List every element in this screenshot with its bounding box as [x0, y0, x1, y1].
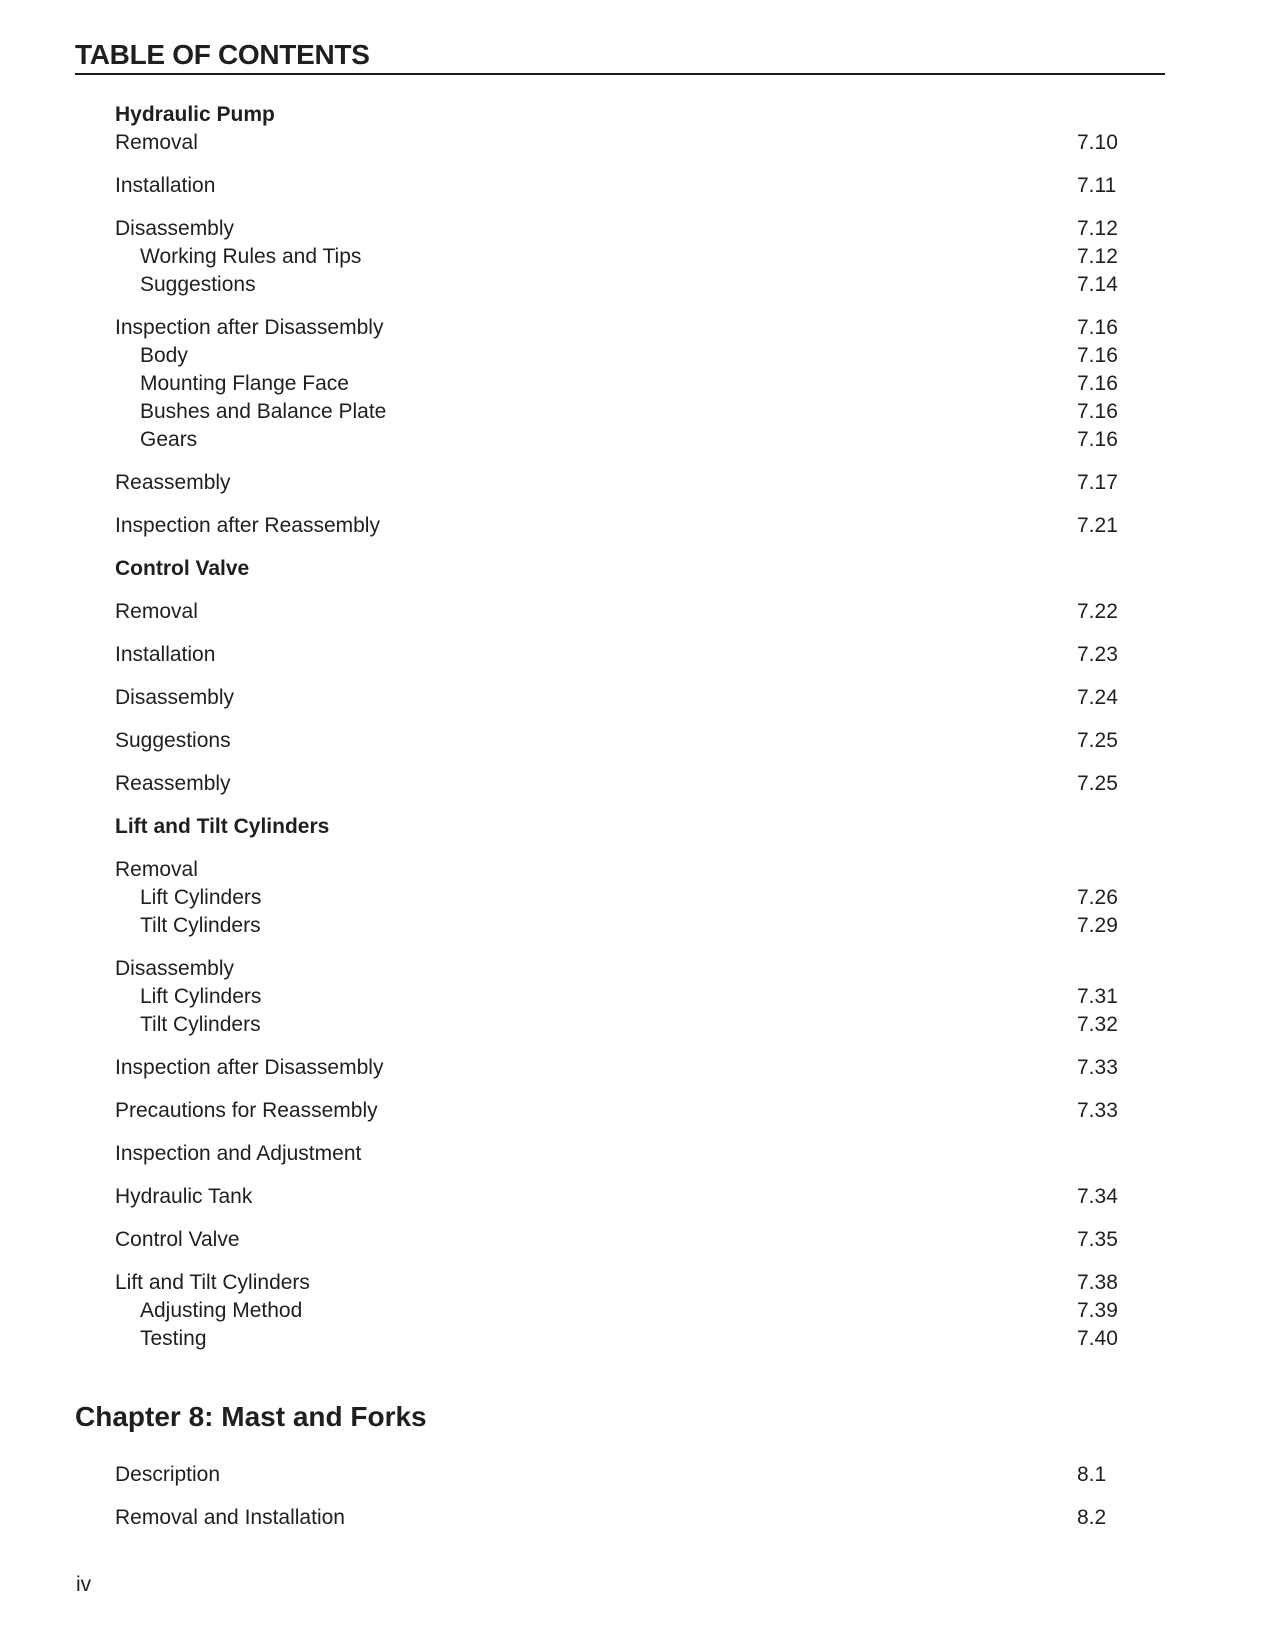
toc-subentry[interactable]	[140, 243, 1135, 271]
toc-entry-label: Installation	[115, 174, 216, 197]
toc-entry[interactable]	[115, 215, 1135, 243]
toc-entry[interactable]	[115, 314, 1135, 342]
toc-entry-page: 7.16	[1077, 400, 1118, 423]
toc-entry-label: Removal	[115, 131, 198, 154]
toc-entry-label: Precautions for Reassembly	[115, 1099, 378, 1122]
toc-subentry[interactable]	[140, 370, 1135, 398]
toc-entry[interactable]	[115, 1269, 1135, 1297]
toc-subentry[interactable]	[140, 1297, 1135, 1325]
dot-leader	[314, 1269, 1063, 1297]
toc-entry[interactable]	[115, 129, 1135, 157]
toc-entry-page: 7.21	[1077, 514, 1118, 537]
toc-entry-label: Inspection after Disassembly	[115, 1056, 384, 1079]
toc-entry-label: Description	[115, 1463, 221, 1486]
dot-leader	[202, 598, 1063, 626]
toc-entry-page: 7.29	[1077, 914, 1118, 937]
toc-entry-label: Removal	[115, 858, 198, 881]
toc-entry-label: Lift and Tilt Cylinders	[115, 1271, 310, 1294]
dot-leader	[353, 370, 1063, 398]
toc-entry-page: 7.24	[1077, 686, 1118, 709]
dot-leader	[265, 884, 1063, 912]
toc-entry-page: 7.16	[1077, 428, 1118, 451]
toc-entry-label: Tilt Cylinders	[140, 1013, 261, 1036]
dot-leader	[382, 1097, 1063, 1125]
toc-entry[interactable]	[115, 1097, 1135, 1125]
toc-entry-page: 7.12	[1077, 245, 1118, 268]
toc-group-label	[115, 955, 1135, 983]
toc-entry-page: 7.16	[1077, 344, 1118, 367]
dot-leader	[202, 129, 1063, 157]
dot-leader	[219, 641, 1063, 669]
toc-group-label	[115, 856, 1135, 884]
toc-entry-label: Reassembly	[115, 471, 231, 494]
toc-entry-label: Control Valve	[115, 1228, 240, 1251]
toc-entry[interactable]	[115, 1504, 1135, 1532]
toc-entry-label: Inspection after Reassembly	[115, 514, 380, 537]
page-title: TABLE OF CONTENTS	[75, 40, 1165, 75]
toc-entry[interactable]	[115, 727, 1135, 755]
toc-entry-page: 7.33	[1077, 1056, 1118, 1079]
toc-entry-label: Hydraulic Tank	[115, 1185, 253, 1208]
toc-entry-label: Reassembly	[115, 772, 231, 795]
toc-entry-page: 7.11	[1077, 174, 1117, 197]
toc-entry-label: Lift Cylinders	[140, 985, 262, 1008]
toc-entry-page: 8.1	[1077, 1463, 1107, 1486]
section-heading-control-valve: Control Valve	[115, 557, 250, 580]
dot-leader	[387, 1054, 1063, 1082]
toc-entry-page: 7.17	[1077, 471, 1118, 494]
dot-leader	[365, 243, 1063, 271]
toc-entry-label: Installation	[115, 643, 216, 666]
section-heading-lift-tilt-cylinders: Lift and Tilt Cylinders	[115, 815, 330, 838]
toc-entry-page: 7.16	[1077, 372, 1118, 395]
toc-entry-label: Testing	[140, 1327, 207, 1350]
dot-leader	[244, 1226, 1063, 1254]
toc-entry-label: Lift Cylinders	[140, 886, 262, 909]
toc-entry[interactable]	[115, 469, 1135, 497]
dot-leader	[265, 912, 1063, 940]
toc-entry[interactable]	[115, 770, 1135, 798]
page-number: iv	[76, 1573, 92, 1596]
toc-subentry[interactable]	[140, 426, 1135, 454]
toc-entry[interactable]	[115, 1461, 1135, 1489]
dot-leader	[238, 215, 1063, 243]
toc-entry-page: 7.12	[1077, 217, 1118, 240]
toc-entry-page: 7.33	[1077, 1099, 1118, 1122]
dot-leader	[201, 426, 1063, 454]
toc-subentry[interactable]	[140, 271, 1135, 299]
toc-subentry[interactable]	[140, 912, 1135, 940]
dot-leader	[235, 727, 1063, 755]
dot-leader	[235, 770, 1063, 798]
toc-entry-page: 7.26	[1077, 886, 1118, 909]
toc-entry[interactable]	[115, 641, 1135, 669]
toc-entry[interactable]	[115, 1054, 1135, 1082]
toc-entry[interactable]	[115, 1183, 1135, 1211]
toc-entry-label: Body	[140, 344, 188, 367]
toc-entry-page: 7.34	[1077, 1185, 1118, 1208]
toc-entry-page: 7.38	[1077, 1271, 1118, 1294]
toc-entry[interactable]	[115, 512, 1135, 540]
section-heading-hydraulic-pump: Hydraulic Pump	[115, 103, 275, 126]
dot-leader	[260, 271, 1063, 299]
toc-entry[interactable]	[115, 172, 1135, 200]
toc-entry-page: 7.10	[1077, 131, 1118, 154]
dot-leader	[238, 684, 1063, 712]
toc-entry-label: Disassembly	[115, 957, 235, 980]
toc-entry-label: Inspection and Adjustment	[115, 1142, 362, 1165]
toc-entry-page: 7.16	[1077, 316, 1118, 339]
toc-entry-page: 7.31	[1077, 985, 1118, 1008]
toc-entry-label: Inspection after Disassembly	[115, 316, 384, 339]
toc-subentry[interactable]	[140, 1011, 1135, 1039]
toc-entry-page: 7.32	[1077, 1013, 1118, 1036]
dot-leader	[384, 512, 1063, 540]
toc-entry-page: 7.25	[1077, 729, 1118, 752]
dot-leader	[219, 172, 1063, 200]
dot-leader	[235, 469, 1063, 497]
toc-entry-label: Disassembly	[115, 686, 235, 709]
dot-leader	[224, 1461, 1063, 1489]
toc-entry[interactable]	[115, 684, 1135, 712]
toc-entry-label: Bushes and Balance Plate	[140, 400, 387, 423]
toc-entry-label: Removal and Installation	[115, 1506, 345, 1529]
toc-entry-page: 7.35	[1077, 1228, 1118, 1251]
dot-leader	[349, 1504, 1063, 1532]
toc-entry-label: Mounting Flange Face	[140, 372, 349, 395]
toc-entry[interactable]	[115, 1226, 1135, 1254]
toc-subentry[interactable]	[140, 398, 1135, 426]
toc-subentry[interactable]	[140, 983, 1135, 1011]
toc-entry-label: Gears	[140, 428, 198, 451]
toc-entry[interactable]	[115, 598, 1135, 626]
toc-entry-label: Suggestions	[140, 273, 256, 296]
dot-leader	[192, 342, 1063, 370]
toc-entry-page: 8.2	[1077, 1506, 1107, 1529]
dot-leader	[265, 1011, 1063, 1039]
toc-entry-label: Suggestions	[115, 729, 231, 752]
toc-entry-label: Working Rules and Tips	[140, 245, 362, 268]
toc-subentry[interactable]	[140, 1325, 1135, 1353]
toc-group-label	[115, 1140, 1135, 1168]
toc-entry-label: Adjusting Method	[140, 1299, 303, 1322]
toc-entry-label: Disassembly	[115, 217, 235, 240]
dot-leader	[387, 314, 1063, 342]
dot-leader	[306, 1297, 1063, 1325]
dot-leader	[265, 983, 1063, 1011]
toc-entry-page: 7.39	[1077, 1299, 1118, 1322]
chapter-heading: Chapter 8: Mast and Forks	[75, 1401, 427, 1432]
toc-subentry[interactable]	[140, 884, 1135, 912]
toc-entry-page: 7.14	[1077, 273, 1118, 296]
toc-entry-page: 7.40	[1077, 1327, 1118, 1350]
toc-entry-page: 7.25	[1077, 772, 1118, 795]
toc-subentry[interactable]	[140, 342, 1135, 370]
toc-entry-page: 7.22	[1077, 600, 1118, 623]
dot-leader	[256, 1183, 1063, 1211]
dot-leader	[390, 398, 1063, 426]
toc-entry-page: 7.23	[1077, 643, 1118, 666]
dot-leader	[211, 1325, 1063, 1353]
toc-entry-label: Tilt Cylinders	[140, 914, 261, 937]
toc-entry-label: Removal	[115, 600, 198, 623]
